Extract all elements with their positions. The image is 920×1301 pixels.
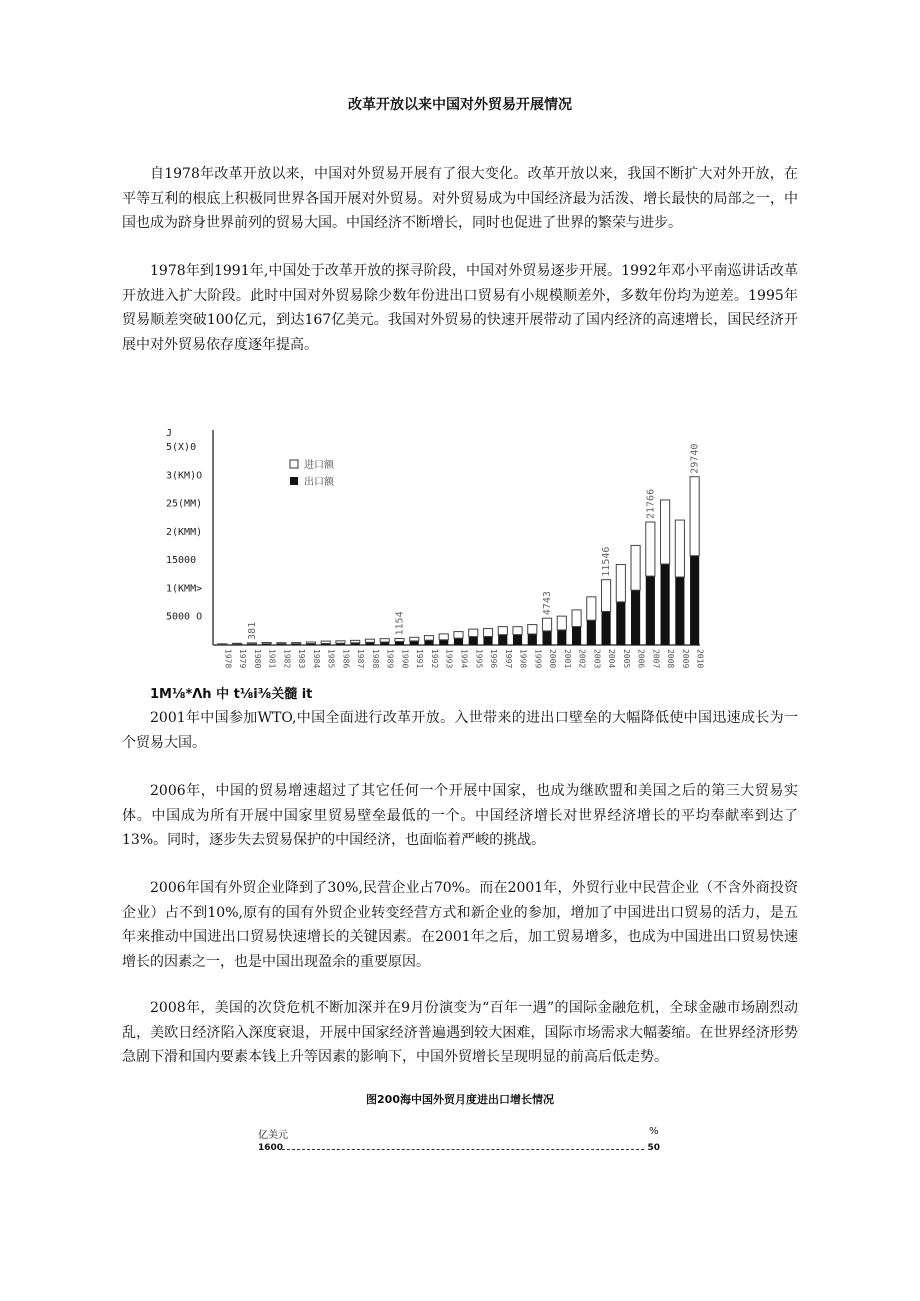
paragraph-4: 2006年，中国的贸易增速超过了其它任何一个开展中国家，也成为继欧盟和美国之后的第三大贸易实体。中国成为所有开展中国家里贸易壁垒最低的一个。中国经济增长对世界经济增长的平均奉献率到达了13%。同时，逐步失去贸易保护的中国经济，也面临着严峻的挑战。: [122, 783, 798, 848]
bar-export-1996: [483, 636, 492, 645]
x-tick-label: 1998: [518, 649, 528, 669]
legend-label-import: 进口额: [304, 460, 334, 471]
bar-import-2005: [616, 565, 625, 602]
figure-2-unit-left: 亿美元: [258, 1130, 288, 1141]
legend-swatch-import: [290, 460, 298, 468]
figure-2-unit-right: %: [649, 1126, 659, 1137]
bar-import-1983: [292, 643, 301, 644]
y-tick-label: 25(MM): [166, 498, 203, 510]
bar-import-1994: [454, 632, 463, 639]
bar-import-2001: [557, 616, 566, 630]
x-tick-label: 1992: [429, 649, 439, 669]
trade-volume-chart: [160, 418, 720, 688]
figure-2-gridline: [258, 1143, 660, 1155]
bar-export-1993: [439, 640, 448, 645]
bar-import-2004: [602, 580, 611, 612]
bar-export-1994: [454, 638, 463, 645]
figure-2-caption: 图200海中国外贸月度进出口增长情况: [366, 1093, 554, 1106]
bar-export-1999: [528, 634, 537, 645]
paragraph-3: 2001年中国参加WTO,中国全面进行改革开放。入世带来的进出口壁垒的大幅降低使中国迅速成长为一个贸易大国。: [122, 710, 798, 751]
bar-import-2006: [631, 545, 640, 590]
bar-import-1987: [351, 640, 360, 642]
x-tick-label: 1982: [282, 649, 292, 669]
bar-export-2000: [542, 631, 551, 645]
paragraph-6: 2008年，美国的次贷危机不断加深并在9月份演变为“百年一遇”的国际金融危机，全球金融市场剧烈动乱，美欧日经济陷入深度衰退，开展中国家经济普遍遇到较大困难，国际市场需求大幅萎缩。在世界经济形势急剧下滑和国内要素本钱上升等因素的影响下，中国外贸增长呈现明显的前高后低走势。: [122, 1000, 798, 1065]
bar-export-2007: [646, 576, 655, 645]
bar-import-1996: [483, 629, 492, 637]
x-tick-label: 2002: [577, 649, 587, 669]
x-tick-label: 1984: [311, 649, 321, 669]
bar-import-1984: [306, 642, 315, 644]
x-tick-label: 1985: [326, 649, 336, 669]
x-tick-label: 1995: [474, 649, 484, 669]
y-tick-label: 2(KMM): [166, 526, 203, 538]
x-tick-label: 1993: [444, 649, 454, 669]
bar-import-1982: [277, 643, 286, 644]
bar-import-1991: [410, 637, 419, 641]
paragraph-5: 2006年国有外贸企业降到了30%,民营企业占70%。而在2001年，外贸行业中民营企业（不含外商投资企业）占不到10%,原有的国有外贸企业转变经营方式和新企业的参加，增加了中国进出口贸易的活力，是五年来推动中国进出口贸易快速增长的关键因素。在2001年之后，加工贸易增多，也成为中国进出口贸易快速增长的因素之一，也是中国出现盈余的重要原因。: [122, 880, 798, 970]
bar-export-1997: [498, 635, 507, 645]
bar-import-2003: [587, 597, 596, 620]
y-tick-label: 15000: [166, 555, 197, 567]
x-tick-label: 2010: [695, 649, 705, 669]
bar-import-1992: [424, 636, 433, 641]
bar-export-1990: [395, 641, 404, 645]
bar-export-2002: [572, 627, 581, 645]
y-tick-label: 1(KMM>: [166, 583, 203, 595]
paragraph-2: 1978年到1991年,中国处于改革开放的探寻阶段，中国对外贸易逐步开展。1992年邓小平南巡讲话改革开放进入扩大阶段。此时中国对外贸易除少数年份进出口贸易有小规模顺差外，多数年份均为逆差。1995年贸易顺差突破100亿元，到达167亿美元。我国对外贸易的快速开展带动了国内经济的高速增长，国民经济开展中对外贸易依存度逐年提高。: [122, 263, 798, 353]
bar-import-1999: [528, 625, 537, 634]
bar-import-2010: [690, 477, 699, 556]
x-tick-label: 1987: [356, 649, 366, 669]
bar-import-1995: [469, 629, 478, 636]
x-tick-label: 1986: [341, 649, 351, 669]
x-tick-label: 1991: [415, 649, 425, 669]
bar-import-2009: [675, 520, 684, 577]
x-tick-label: 1997: [503, 649, 513, 669]
bar-import-1998: [513, 627, 522, 635]
bar-import-1993: [439, 634, 448, 640]
bar-export-1995: [469, 637, 478, 645]
y-tick-label: 5(X)0: [166, 441, 197, 453]
paragraph-1: 自1978年改革开放以来，中国对外贸易开展有了很大变化。改革开放以来，我国不断扩大对外开放，在平等互利的根底上积极同世界各国开展对外贸易。对外贸易成为中国经济最为活泼、增长最快的局部之一，中国也成为跻身世界前列的贸易大国。中国经济不断增长，同时也促进了世界的繁荣与进步。: [122, 166, 798, 231]
bar-import-1981: [262, 643, 271, 644]
data-label: 4743: [542, 591, 554, 616]
x-tick-label: 1979: [238, 649, 248, 669]
bar-import-2008: [661, 500, 670, 564]
x-tick-label: 1988: [370, 649, 380, 669]
x-tick-label: 2007: [651, 649, 661, 669]
y-axis-label: J: [166, 428, 173, 439]
bar-export-2005: [616, 602, 625, 645]
x-tick-label: 1980: [252, 649, 262, 669]
bar-import-1986: [336, 641, 345, 643]
x-tick-label: 1989: [385, 649, 395, 669]
x-tick-label: 1978: [223, 649, 233, 669]
x-tick-label: 2008: [666, 649, 676, 669]
x-tick-label: 2004: [607, 649, 617, 669]
legend-swatch-export: [290, 477, 298, 485]
bar-import-1997: [498, 627, 507, 635]
x-tick-label: 2005: [621, 649, 631, 669]
figure-2-dashed-line: [282, 1149, 644, 1150]
bar-import-1978: [218, 644, 227, 645]
bar-import-1989: [380, 639, 389, 642]
bar-import-2002: [572, 610, 581, 627]
bar-export-2003: [587, 620, 596, 645]
x-tick-label: 2001: [562, 649, 572, 669]
bar-import-1979: [233, 643, 242, 644]
bar-export-2009: [675, 577, 684, 645]
x-tick-label: 1994: [459, 649, 469, 669]
bar-import-1985: [321, 641, 330, 643]
figure-1-caption: 1M⅛*Λh 中 t⅛i⅜关髓 it: [150, 687, 313, 702]
bar-import-2007: [646, 522, 655, 576]
x-tick-label: 1990: [400, 649, 410, 669]
bar-export-1992: [424, 640, 433, 645]
bar-export-2004: [602, 611, 611, 645]
x-tick-label: 2003: [592, 649, 602, 669]
bar-export-1998: [513, 635, 522, 645]
figure-2-tick-left: 1600: [258, 1143, 284, 1153]
x-tick-label: 2009: [680, 649, 690, 669]
bar-import-1980: [247, 643, 256, 644]
bar-export-2010: [690, 556, 699, 645]
y-tick-label: 3(KM)O: [166, 470, 203, 482]
bar-export-2001: [557, 630, 566, 645]
x-tick-label: 1996: [489, 649, 499, 669]
bar-import-1988: [365, 639, 374, 642]
bar-import-2000: [542, 618, 551, 631]
bar-export-2006: [631, 590, 640, 645]
figure-2-tick-right: 50: [647, 1143, 660, 1153]
x-tick-label: 2000: [548, 649, 558, 669]
document-title: 改革开放以来中国对外贸易开展情况: [348, 97, 572, 113]
x-tick-label: 2006: [636, 649, 646, 669]
y-tick-label: 5000 O: [166, 611, 203, 623]
data-label: 21766: [645, 488, 657, 519]
x-tick-label: 1981: [267, 649, 277, 669]
data-label: 11546: [601, 546, 613, 577]
x-tick-label: 1983: [297, 649, 307, 669]
bar-import-1990: [395, 638, 404, 641]
legend-label-export: 出口额: [304, 477, 334, 488]
data-label: 29740: [689, 443, 701, 474]
x-tick-label: 1999: [533, 649, 543, 669]
data-label: 1154: [394, 611, 406, 636]
bar-export-1991: [410, 641, 419, 645]
bar-export-2008: [661, 564, 670, 645]
data-label: 381: [246, 621, 258, 640]
